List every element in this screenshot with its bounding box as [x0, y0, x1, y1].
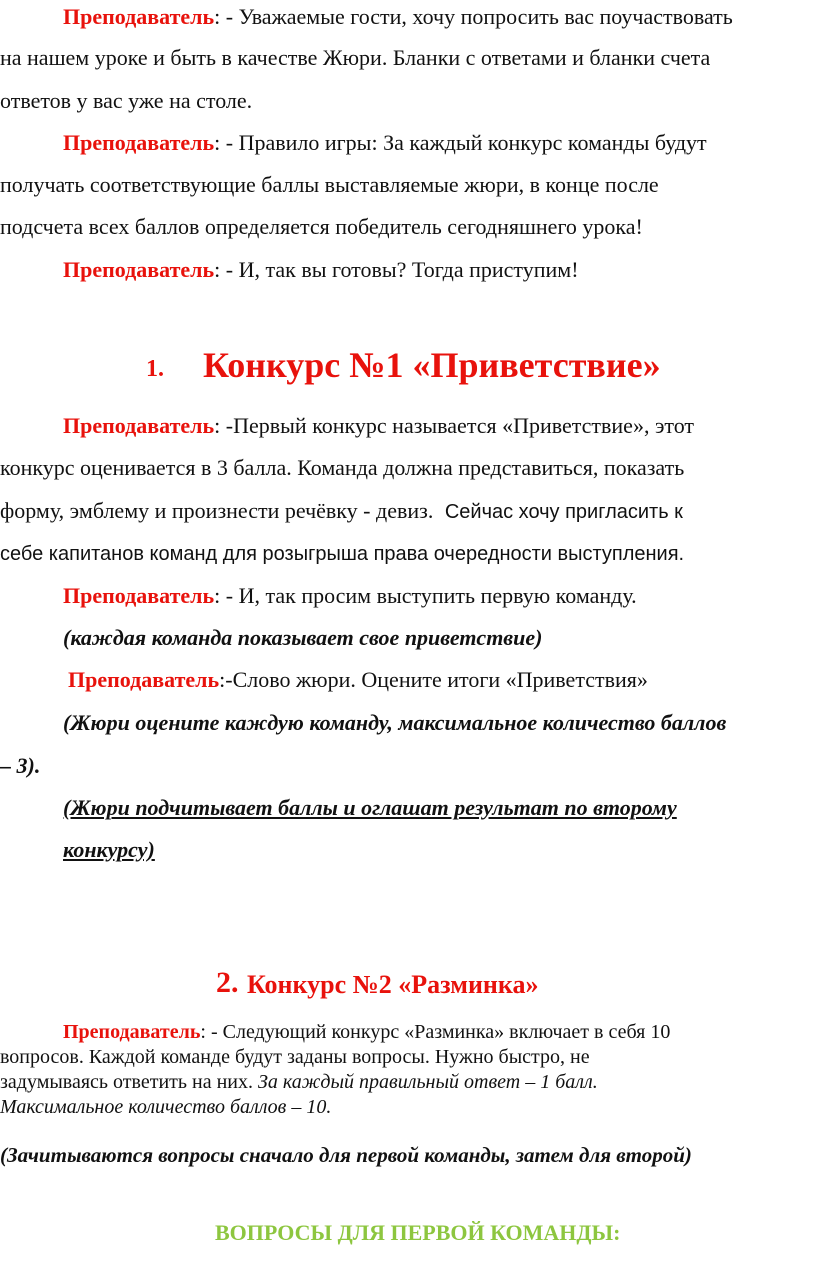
stage-note-3-line-2: конкурсу) — [63, 837, 155, 862]
paragraph-7-text-1: : - Следующий конкурс «Разминка» включает в себя 10 — [200, 1021, 671, 1043]
paragraph-5-text-1: : - И, так просим выступить первую команду. — [214, 583, 637, 608]
heading-2-title: Конкурс №2 «Разминка» — [247, 970, 539, 999]
paragraph-4-text-3a: форму, эмблему и произнести речёвку - девиз. — [0, 498, 434, 523]
heading-1-title: Конкурс №1 «Приветствие» — [203, 345, 661, 385]
paragraph-5-line-1 — [63, 581, 637, 611]
paragraph-7-text-3a: задумываясь ответить на них. — [0, 1071, 254, 1093]
heading-1-number: 1. — [146, 356, 164, 382]
paragraph-2-line-1 — [63, 128, 707, 158]
speaker-label: Преподаватель — [63, 413, 215, 438]
speaker-label: Преподаватель — [63, 130, 215, 155]
paragraph-4-line-1 — [63, 411, 694, 441]
paragraph-1-text-1: : - Уважаемые гости, хочу попросить вас поучаствовать — [214, 4, 733, 29]
paragraph-6-text-1: :-Слово жюри. Оцените итоги «Приветствия» — [219, 667, 648, 692]
paragraph-1-line-2: на нашем уроке и быть в качестве Жюри. Бланки с ответами и бланки счета — [0, 45, 711, 70]
stage-note-2-line-2: – 3). — [0, 753, 41, 778]
paragraph-3-text-1: : - И, так вы готовы? Тогда приступим! — [214, 257, 579, 282]
speaker-label: Преподаватель — [63, 583, 215, 608]
paragraph-7-line-1 — [63, 1020, 670, 1044]
paragraph-7-text-3b: За каждый правильный ответ – 1 балл. — [258, 1071, 598, 1093]
paragraph-1-line-3: ответов у вас уже на столе. — [0, 88, 253, 113]
paragraph-7-line-3 — [0, 1070, 598, 1094]
speaker-label: Преподаватель — [63, 257, 215, 282]
paragraph-7-line-4: Максимальное количество баллов – 10. — [0, 1096, 332, 1118]
stage-note-1: (каждая команда показывает свое приветствие) — [63, 625, 543, 650]
paragraph-2-line-2: получать соответствующие баллы выставляемые жюри, в конце после — [0, 172, 659, 197]
speaker-label: Преподаватель — [63, 1021, 201, 1043]
paragraph-1-line-1 — [63, 2, 733, 32]
paragraph-4-line-4: себе капитанов команд для розыгрыша права очередности выступления. — [0, 543, 685, 565]
heading-2-number: 2. — [216, 966, 239, 999]
speaker-label: Преподаватель — [68, 667, 220, 692]
paragraph-4-line-3 — [0, 496, 683, 527]
paragraph-7-line-2: вопросов. Каждой команде будут заданы вопросы. Нужно быстро, не — [0, 1046, 590, 1068]
paragraph-6-line-1 — [68, 665, 648, 695]
paragraph-4-text-1: : -Первый конкурс называется «Приветствие», этот — [214, 413, 695, 438]
paragraph-4-line-2: конкурс оценивается в 3 балла. Команда должна представиться, показать — [0, 455, 685, 480]
paragraph-4-text-3b: Сейчас хочу пригласить к — [444, 501, 683, 523]
stage-note-4: (Зачитываются вопросы сначало для первой команды, затем для второй) — [0, 1143, 692, 1167]
paragraph-2-line-3: подсчета всех баллов определяется победитель сегодняшнего урока! — [0, 214, 643, 239]
paragraph-3-line-1 — [63, 255, 579, 285]
section-heading-questions: ВОПРОСЫ ДЛЯ ПЕРВОЙ КОМАНДЫ: — [215, 1220, 621, 1245]
stage-note-3-line-1: (Жюри подчитывает баллы и оглашат результат по второму — [63, 795, 677, 820]
stage-note-2-line-1: (Жюри оцените каждую команду, максимальное количество баллов — [63, 710, 727, 735]
paragraph-2-text-1: : - Правило игры: За каждый конкурс команды будут — [214, 130, 707, 155]
speaker-label: Преподаватель — [63, 4, 215, 29]
